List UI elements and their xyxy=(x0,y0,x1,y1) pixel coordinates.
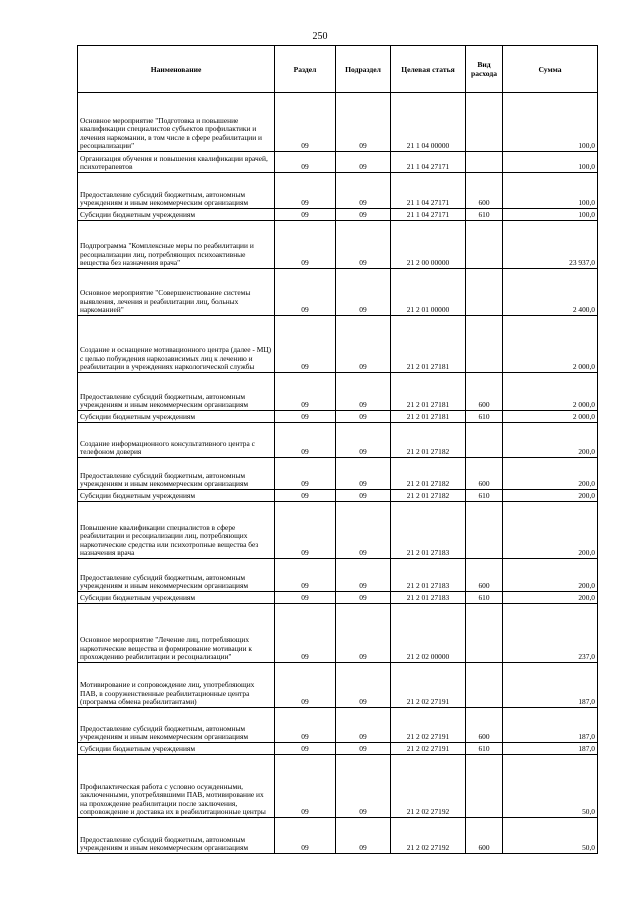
header-target: Целевая статья xyxy=(391,46,466,93)
row-section: 09 xyxy=(275,755,336,818)
table-header-row xyxy=(78,46,598,93)
row-subsection: 09 xyxy=(336,818,391,854)
table-row xyxy=(78,373,598,411)
row-sum: 200,0 xyxy=(503,592,598,604)
row-sum: 2 400,0 xyxy=(503,269,598,316)
table-row xyxy=(78,173,598,209)
row-target: 21 2 01 27181 xyxy=(391,373,466,411)
header-sum: Сумма xyxy=(503,46,598,93)
header-subsection: Подраздел xyxy=(336,46,391,93)
row-section: 09 xyxy=(275,663,336,708)
row-name: Субсидии бюджетным учреждениям xyxy=(78,411,275,423)
row-subsection: 09 xyxy=(336,152,391,173)
row-expense-type: 600 xyxy=(466,708,503,743)
row-target: 21 2 01 00000 xyxy=(391,269,466,316)
row-subsection: 09 xyxy=(336,173,391,209)
row-expense-type xyxy=(466,755,503,818)
row-subsection: 09 xyxy=(336,373,391,411)
row-section: 09 xyxy=(275,708,336,743)
row-subsection: 09 xyxy=(336,209,391,221)
row-expense-type xyxy=(466,269,503,316)
row-sum: 187,0 xyxy=(503,743,598,755)
row-section: 09 xyxy=(275,221,336,269)
row-subsection: 09 xyxy=(336,490,391,502)
budget-table xyxy=(77,45,598,854)
row-section: 09 xyxy=(275,604,336,663)
row-subsection: 09 xyxy=(336,221,391,269)
row-expense-type: 610 xyxy=(466,209,503,221)
row-name: Профилактическая работа с условно осужденными, заключенными, употреблявшими ПАВ, мотивирование их на прохождение реабилитации после заключения, сопровождение и доставка их в реабилитационные центры xyxy=(78,755,275,818)
table-row xyxy=(78,221,598,269)
row-expense-type: 610 xyxy=(466,411,503,423)
row-expense-type: 600 xyxy=(466,373,503,411)
row-name: Основное мероприятие "Совершенствование системы выявления, лечения и реабилитации лиц, больных наркоманией" xyxy=(78,269,275,316)
row-name: Подпрограмма "Комплексные меры по реабилитации и ресоциализации лиц, потребляющих психоактивные вещества без назначения врача" xyxy=(78,221,275,269)
table-row xyxy=(78,663,598,708)
row-name: Повышение квалификации специалистов в сфере реабилитации и ресоциализации лиц, потребляющих наркотические средства или психотропные вещества без назначения врача xyxy=(78,502,275,559)
row-name: Основное мероприятие "Лечение лиц, потребляющих наркотические вещества и формирование мотивации к прохождению реабилитации и ресоциализации" xyxy=(78,604,275,663)
row-subsection: 09 xyxy=(336,604,391,663)
row-expense-type xyxy=(466,604,503,663)
row-name: Предоставление субсидий бюджетным, автономным учреждениям и иным некоммерческим организациям xyxy=(78,559,275,592)
row-name: Основное мероприятие "Подготовка и повышение квалификации специалистов субъектов профилактики и лечения наркомании, в том числе в сфере реабилитации и ресоциализации" xyxy=(78,93,275,152)
row-sum: 200,0 xyxy=(503,502,598,559)
row-section: 09 xyxy=(275,818,336,854)
row-target: 21 1 04 00000 xyxy=(391,93,466,152)
row-sum: 200,0 xyxy=(503,423,598,458)
row-subsection: 09 xyxy=(336,316,391,373)
row-subsection: 09 xyxy=(336,663,391,708)
row-sum: 50,0 xyxy=(503,755,598,818)
row-sum: 2 000,0 xyxy=(503,316,598,373)
row-sum: 2 000,0 xyxy=(503,373,598,411)
row-subsection: 09 xyxy=(336,559,391,592)
table-row xyxy=(78,502,598,559)
row-subsection: 09 xyxy=(336,743,391,755)
row-subsection: 09 xyxy=(336,458,391,490)
table-row xyxy=(78,269,598,316)
row-name: Создание информационного консультативного центра с телефоном доверия xyxy=(78,423,275,458)
row-target: 21 2 02 00000 xyxy=(391,604,466,663)
row-section: 09 xyxy=(275,269,336,316)
row-target: 21 2 01 27182 xyxy=(391,423,466,458)
row-expense-type xyxy=(466,423,503,458)
row-name: Предоставление субсидий бюджетным, автономным учреждениям и иным некоммерческим организациям xyxy=(78,818,275,854)
row-subsection: 09 xyxy=(336,502,391,559)
row-subsection: 09 xyxy=(336,423,391,458)
row-target: 21 2 01 27183 xyxy=(391,559,466,592)
row-section: 09 xyxy=(275,173,336,209)
row-target: 21 2 01 27182 xyxy=(391,458,466,490)
row-subsection: 09 xyxy=(336,755,391,818)
row-name: Субсидии бюджетным учреждениям xyxy=(78,490,275,502)
row-subsection: 09 xyxy=(336,269,391,316)
row-section: 09 xyxy=(275,559,336,592)
row-sum: 100,0 xyxy=(503,93,598,152)
row-expense-type xyxy=(466,221,503,269)
row-expense-type xyxy=(466,502,503,559)
row-name: Субсидии бюджетным учреждениям xyxy=(78,209,275,221)
row-target: 21 2 01 27182 xyxy=(391,490,466,502)
row-section: 09 xyxy=(275,502,336,559)
row-target: 21 1 04 27171 xyxy=(391,152,466,173)
table-row xyxy=(78,411,598,423)
row-sum: 2 000,0 xyxy=(503,411,598,423)
header-name: Наименование xyxy=(78,46,275,93)
row-section: 09 xyxy=(275,458,336,490)
table-body xyxy=(78,93,598,854)
row-sum: 200,0 xyxy=(503,458,598,490)
row-target: 21 2 02 27192 xyxy=(391,755,466,818)
header-section: Раздел xyxy=(275,46,336,93)
row-target: 21 2 02 27192 xyxy=(391,818,466,854)
row-section: 09 xyxy=(275,411,336,423)
row-expense-type xyxy=(466,316,503,373)
row-subsection: 09 xyxy=(336,411,391,423)
row-expense-type xyxy=(466,152,503,173)
table-row xyxy=(78,755,598,818)
table-row xyxy=(78,592,598,604)
row-section: 09 xyxy=(275,209,336,221)
row-target: 21 2 02 27191 xyxy=(391,663,466,708)
row-expense-type: 610 xyxy=(466,743,503,755)
table-row xyxy=(78,708,598,743)
header-expense-type: Вид расхода xyxy=(466,46,503,93)
row-expense-type: 600 xyxy=(466,173,503,209)
table-row xyxy=(78,458,598,490)
row-name: Предоставление субсидий бюджетным, автономным учреждениям и иным некоммерческим организациям xyxy=(78,373,275,411)
row-sum: 100,0 xyxy=(503,173,598,209)
row-section: 09 xyxy=(275,373,336,411)
row-target: 21 2 01 27181 xyxy=(391,411,466,423)
row-target: 21 2 01 27183 xyxy=(391,592,466,604)
row-section: 09 xyxy=(275,592,336,604)
row-name: Создание и оснащение мотивационного центра (далее - МЦ) с целью побуждения наркозависимых лиц к лечению и реабилитации в учреждениях наркологической службы xyxy=(78,316,275,373)
row-expense-type: 600 xyxy=(466,458,503,490)
row-sum: 200,0 xyxy=(503,559,598,592)
row-target: 21 2 00 00000 xyxy=(391,221,466,269)
row-name: Мотивирование и сопровождение лиц, употребляющих ПАВ, в сооруженственные реабилитационные центра (программа обмена реабилитантами) xyxy=(78,663,275,708)
row-section: 09 xyxy=(275,93,336,152)
row-expense-type: 600 xyxy=(466,818,503,854)
row-section: 09 xyxy=(275,152,336,173)
row-name: Предоставление субсидий бюджетным, автономным учреждениям и иным некоммерческим организациям xyxy=(78,173,275,209)
table-row xyxy=(78,604,598,663)
row-target: 21 1 04 27171 xyxy=(391,209,466,221)
row-sum: 187,0 xyxy=(503,708,598,743)
table-row xyxy=(78,559,598,592)
row-sum: 200,0 xyxy=(503,490,598,502)
table-row xyxy=(78,818,598,854)
row-target: 21 1 04 27171 xyxy=(391,173,466,209)
row-name: Предоставление субсидий бюджетным, автономным учреждениям и иным некоммерческим организациям xyxy=(78,458,275,490)
row-name: Организация обучения и повышения квалификации врачей, психотерапевтов xyxy=(78,152,275,173)
table-row xyxy=(78,209,598,221)
row-name: Субсидии бюджетным учреждениям xyxy=(78,743,275,755)
row-expense-type xyxy=(466,663,503,708)
row-sum: 23 937,0 xyxy=(503,221,598,269)
row-target: 21 2 02 27191 xyxy=(391,743,466,755)
table-row xyxy=(78,743,598,755)
row-target: 21 2 01 27183 xyxy=(391,502,466,559)
row-target: 21 2 02 27191 xyxy=(391,708,466,743)
row-name: Субсидии бюджетным учреждениям xyxy=(78,592,275,604)
row-sum: 100,0 xyxy=(503,209,598,221)
row-section: 09 xyxy=(275,316,336,373)
row-sum: 237,0 xyxy=(503,604,598,663)
row-subsection: 09 xyxy=(336,592,391,604)
table-row xyxy=(78,423,598,458)
table-row xyxy=(78,316,598,373)
page-number: 250 xyxy=(312,31,328,42)
row-expense-type: 610 xyxy=(466,490,503,502)
row-target: 21 2 01 27181 xyxy=(391,316,466,373)
row-section: 09 xyxy=(275,743,336,755)
row-subsection: 09 xyxy=(336,708,391,743)
row-section: 09 xyxy=(275,490,336,502)
table-row xyxy=(78,490,598,502)
row-sum: 100,0 xyxy=(503,152,598,173)
table-row xyxy=(78,152,598,173)
row-name: Предоставление субсидий бюджетным, автономным учреждениям и иным некоммерческим организациям xyxy=(78,708,275,743)
table-row xyxy=(78,93,598,152)
row-section: 09 xyxy=(275,423,336,458)
row-expense-type xyxy=(466,93,503,152)
row-expense-type: 600 xyxy=(466,559,503,592)
row-sum: 187,0 xyxy=(503,663,598,708)
row-subsection: 09 xyxy=(336,93,391,152)
row-expense-type: 610 xyxy=(466,592,503,604)
row-sum: 50,0 xyxy=(503,818,598,854)
